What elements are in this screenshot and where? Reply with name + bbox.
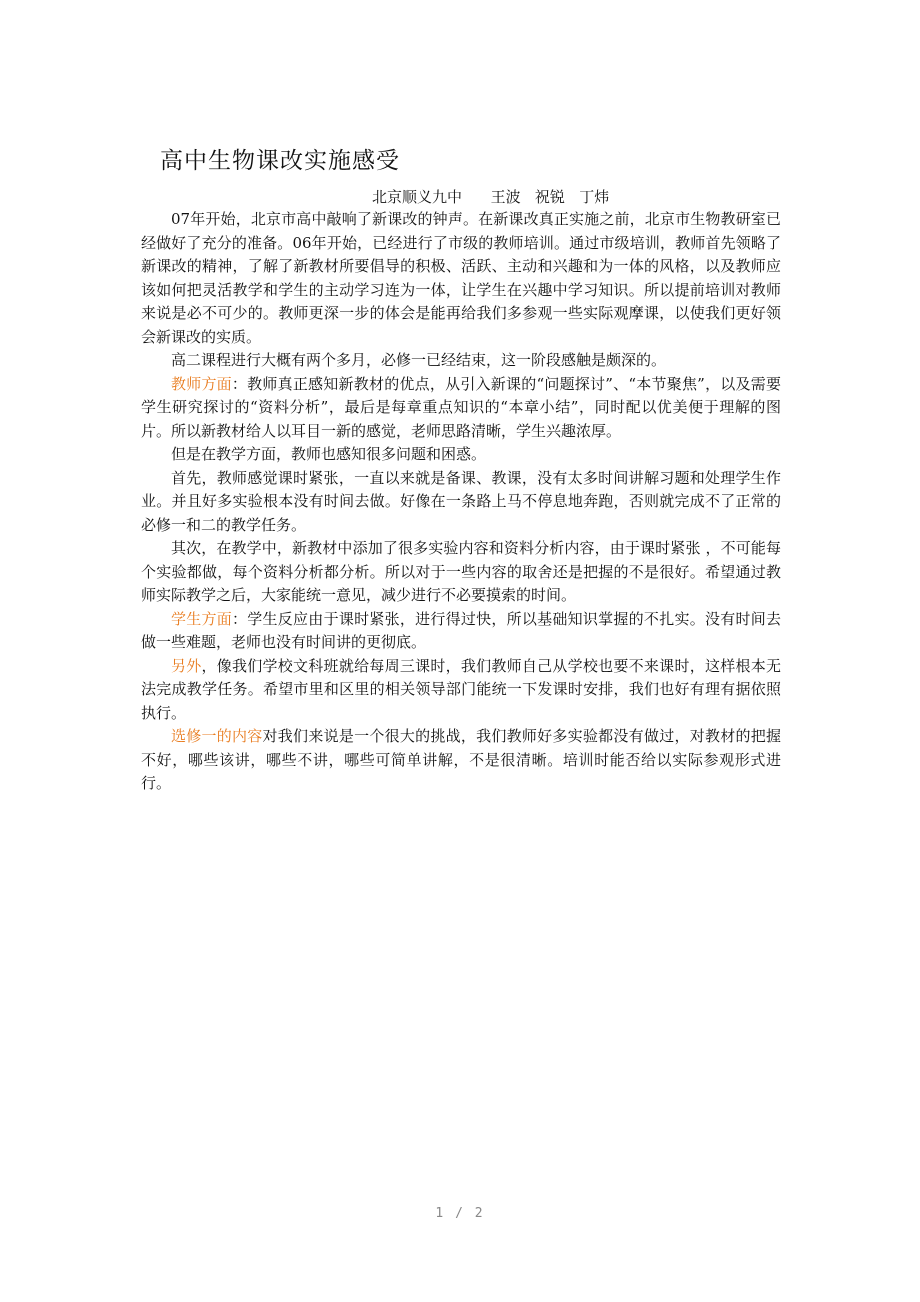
paragraph-text: 但是在教学方面，教师也感知很多问题和困惑。: [171, 445, 487, 463]
paragraph-text: ：学生反应由于课时紧张，进行得过快，所以基础知识掌握的不扎实。没有时间去做一些难题，老师也没有时间讲的更彻底。: [141, 609, 781, 651]
document-title: 高中生物课改实施感受: [160, 148, 400, 174]
paragraph-text: 高二课程进行大概有两个多月，必修一已经结束，这一阶段感触是颇深的。: [171, 351, 667, 369]
paragraph-text: 对我们来说是一个很大的挑战，我们教师好多实验都没有做过，对教材的把握不好，哪些该讲，哪些不讲，哪些可简单讲解，不是很清晰。培训时能否给以实际参观形式进行。: [141, 727, 781, 792]
paragraph-student-aspect: [141, 608, 781, 655]
paragraph-first: [141, 467, 781, 538]
paragraph-second: [141, 537, 781, 608]
highlight-lead: 另外: [171, 656, 202, 675]
document-body: [141, 208, 781, 796]
paragraph-elective: [141, 725, 781, 796]
paragraph-additionally: [141, 655, 781, 726]
paragraph-progress: [141, 349, 781, 373]
paragraph-text: 首先，教师感觉课时紧张，一直以来就是备课、教课，没有太多时间讲解习题和处理学生作业。并且好多实验根本没有时间去做。好像在一条路上马不停息地奔跑，否则就完成不了正常的必修一和二的教学任务。: [141, 468, 781, 534]
paragraph-teacher-aspect: [141, 373, 781, 444]
page-number: 1 / 2: [435, 1206, 485, 1221]
highlight-lead: 选修一的内容: [171, 727, 263, 745]
paragraph-text: 其次，在教学中，新教材中添加了很多实验内容和资料分析内容，由于课时紧张 ，不可能每个实验都做，每个资料分析都分析。所以对于一些内容的取舍还是把握的不是很好。希望通过教师实际教学之后，大家能统一意见，减少进行不必要摸索的时间。: [141, 539, 781, 604]
paragraph-text: ：教师真正感知新教材的优点，从引入新课的“问题探讨”、“本节聚焦”，以及需要学生研究探讨的“资料分析”，最后是每章重点知识的“本章小结”，同时配以优美便于理解的图片。所以新教材给人以耳目一新的感觉，老师思路清晰，学生兴趣浓厚。: [141, 374, 781, 440]
highlight-lead: 教师方面: [171, 374, 232, 393]
paragraph-text: ，像我们学校文科班就给每周三课时，我们教师自己从学校也要不来课时，这样根本无法完成教学任务。希望市里和区里的相关领导部门能统一下发课时安排，我们也好有理有据依照执行。: [141, 656, 781, 722]
paragraph-problems: [141, 443, 781, 467]
paragraph-intro: [141, 208, 781, 349]
document-authors: 北京顺义九中 王波 祝锐 丁炜: [372, 188, 610, 206]
highlight-lead: 学生方面: [171, 609, 233, 628]
paragraph-text: 07年开始，北京市高中敲响了新课改的钟声。在新课改真正实施之前，北京市生物教研室已经做好了充分的准备。06年开始，已经进行了市级的教师培训。通过市级培训，教师首先领略了新课改的精神，了解了新教材所要倡导的积极、活跃、主动和兴趣和为一体的风格，以及教师应该如何把灵活教学和学生的主动学习连为一体，让学生在兴趣中学习知识。所以提前培训对教师来说是必不可少的。教师更深一步的体会是能再给我们多参观一些实际观摩课，以使我们更好领会新课改的实质。: [141, 210, 781, 346]
